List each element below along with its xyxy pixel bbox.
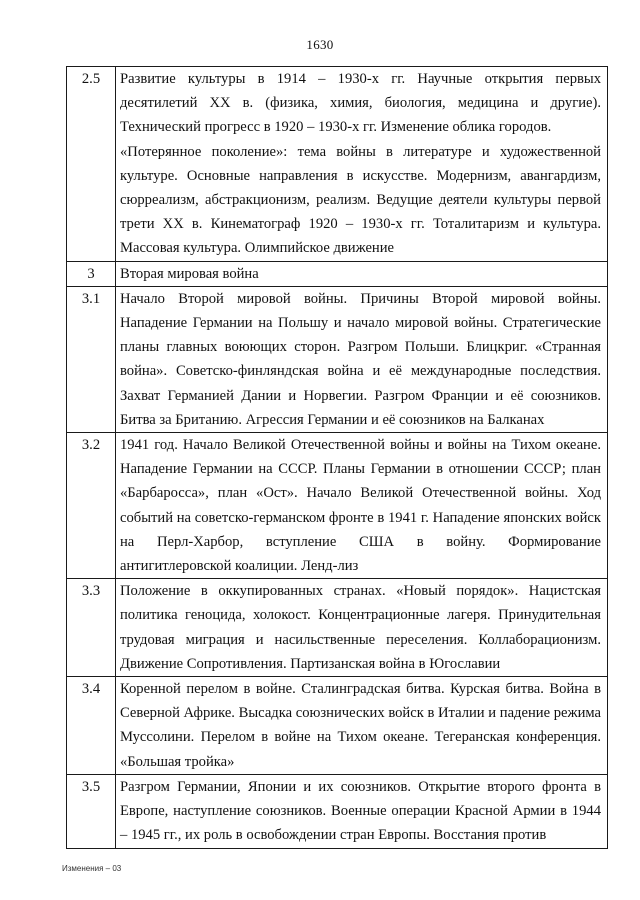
table-row — [67, 67, 608, 262]
footer-revision-note: Изменения – 03 — [62, 864, 122, 873]
curriculum-table — [66, 66, 608, 849]
table-row — [67, 261, 608, 286]
row-content — [116, 286, 608, 432]
table-row — [67, 677, 608, 775]
row-content — [116, 261, 608, 286]
row-paragraph: Коренной перелом в войне. Сталинградская битва. Курская битва. Война в Северной Африке. Высадка союзнических войск в Италии и падение режима Муссолини. Перелом в войне на Тихом океане. Тегеранская конференция. «Большая тройка» — [120, 681, 601, 770]
row-paragraph: Разгром Германии, Японии и их союзников. Открытие второго фронта в Европе, наступление союзников. Военные операции Красной Армии в 1944 – 1945 гг., их роль в освобождении стран Европы. Восстания против — [120, 778, 601, 844]
row-number: 3.5 — [67, 774, 116, 848]
row-number: 3.2 — [67, 433, 116, 579]
row-content — [116, 677, 608, 775]
page-number: 1630 — [306, 37, 334, 52]
row-paragraph: Развитие культуры в 1914 – 1930-х гг. Научные открытия первых десятилетий XX в. (физика, химия, биология, медицина и другие). Технический прогресс в 1920 – 1930-х гг. Изменение облика городов. — [120, 71, 601, 136]
table-row — [67, 774, 608, 848]
row-content — [116, 774, 608, 848]
row-paragraph: 1941 год. Начало Великой Отечественной войны и войны на Тихом океане. Нападение Германии на СССР. Планы Германии в отношении СССР; план «Барбаросса», план «Ост». Начало Великой Отечественной войны. Ход событий на советско-германском фронте в 1941 г. Нападение японских войск на Перл-Харбор, вступление США в войну. Формирование антигитлеровской коалиции. Ленд-лиз — [120, 437, 601, 575]
row-number: 3 — [67, 261, 116, 286]
row-number: 2.5 — [67, 67, 116, 262]
row-paragraph: «Потерянное поколение»: тема войны в литературе и художественной культуре. Основные направления в искусстве. Модернизм, авангардизм, сюрреализм, абстракционизм, реализм. Ведущие деятели культуры первой трети XX в. Кинематограф 1920 – 1930-х гг. Тоталитаризм и культура. Массовая культура. Олимпийское движение — [120, 143, 601, 257]
row-paragraph: Начало Второй мировой войны. Причины Второй мировой войны. Нападение Германии на Польшу и начало мировой войны. Стратегические планы главных воюющих сторон. Разгром Польши. Блицкриг. «Странная война». Советско-финляндская война и её международные последствия. Захват Германией Дании и Норвегии. Разгром Франции и её союзников. Битва за Британию. Агрессия Германии и её союзников на Балканах — [120, 290, 601, 428]
row-content — [116, 67, 608, 262]
row-number: 3.1 — [67, 286, 116, 432]
row-content — [116, 579, 608, 677]
table-row — [67, 286, 608, 432]
table-row — [67, 433, 608, 579]
table-row — [67, 579, 608, 677]
row-content — [116, 433, 608, 579]
row-number: 3.4 — [67, 677, 116, 775]
row-number: 3.3 — [67, 579, 116, 677]
row-paragraph: Положение в оккупированных странах. «Новый порядок». Нацистская политика геноцида, холокост. Концентрационные лагеря. Принудительная трудовая миграция и насильственные переселения. Коллаборационизм. Движение Сопротивления. Партизанская война в Югославии — [120, 583, 601, 672]
row-paragraph: Вторая мировая война — [120, 265, 259, 282]
